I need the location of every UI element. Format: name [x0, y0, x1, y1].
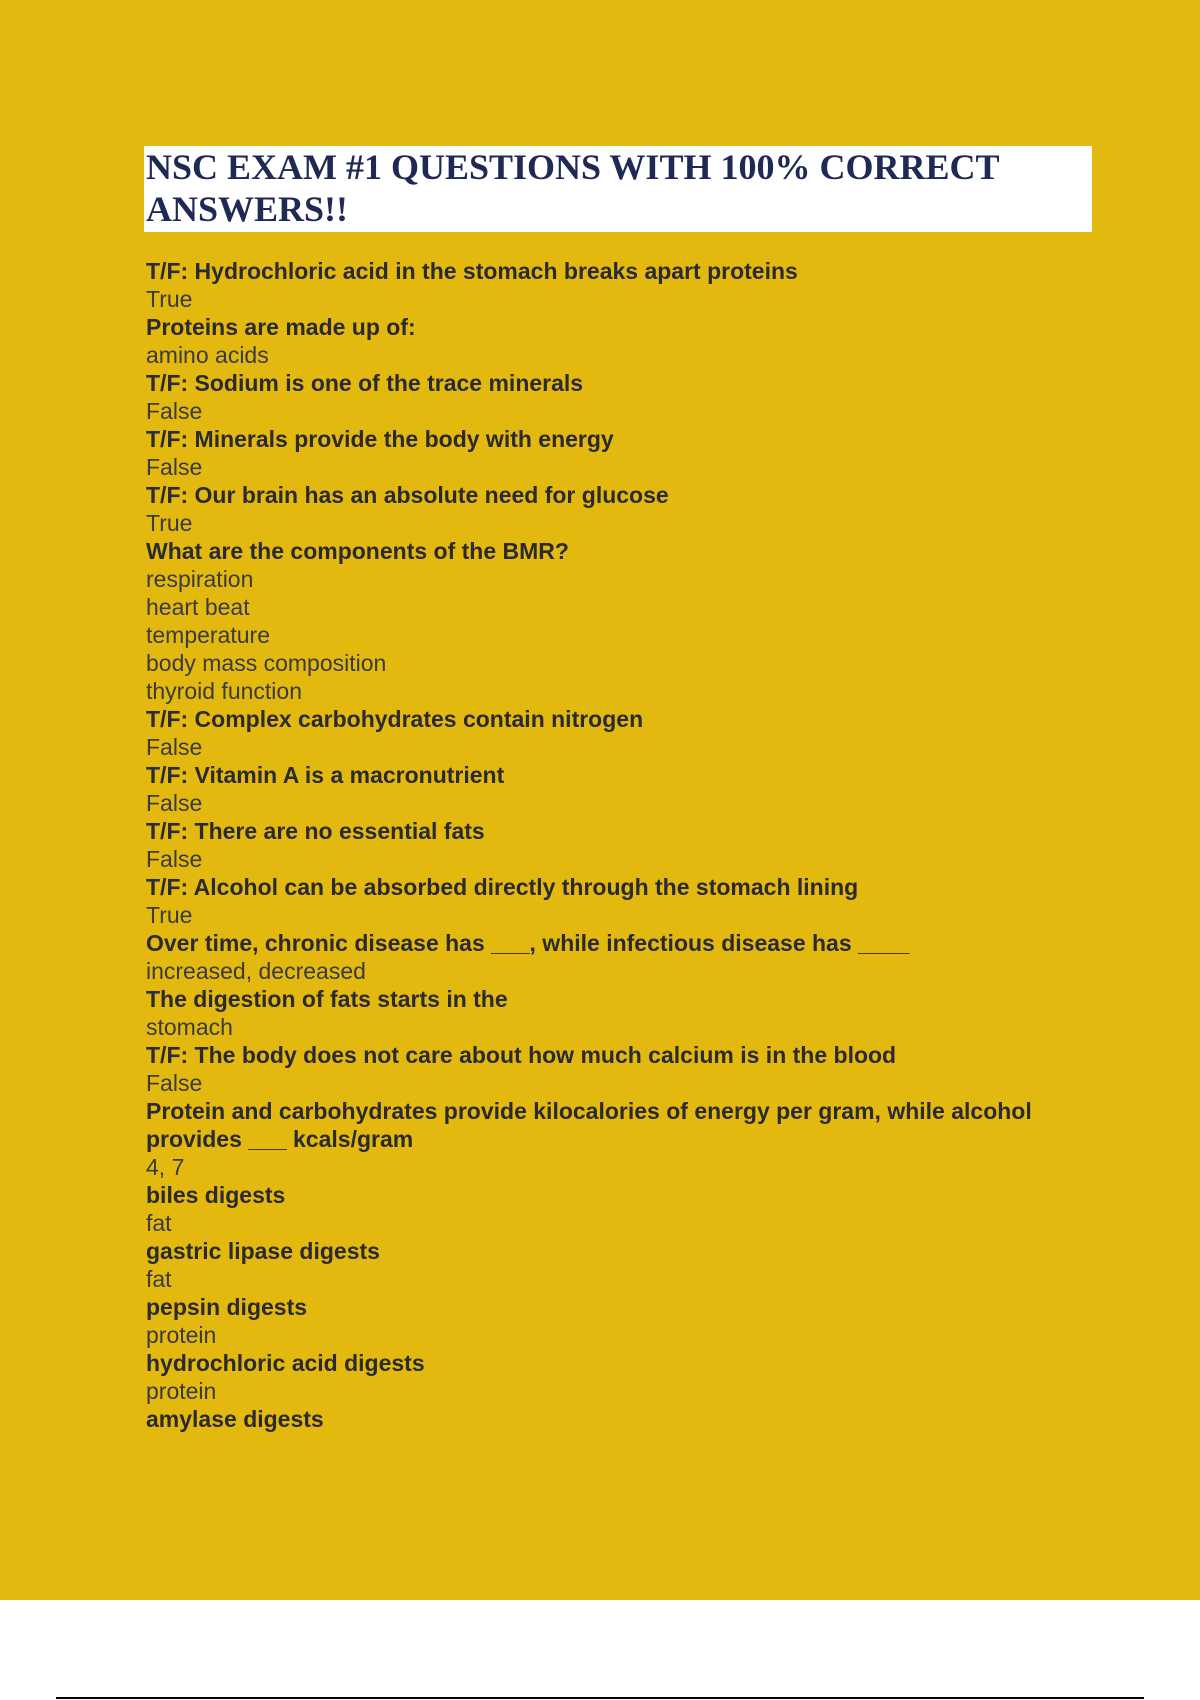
answer-text: False: [146, 790, 203, 816]
qa-list: [146, 257, 1096, 1433]
qa-item: [146, 1181, 1096, 1237]
answer-text: False: [146, 846, 203, 872]
answer-text: False: [146, 454, 203, 480]
title-box: [144, 146, 1092, 232]
answer-text: 4, 7: [146, 1154, 185, 1180]
qa-item: [146, 1293, 1096, 1349]
qa-item: [146, 369, 1096, 425]
question-text: What are the components of the BMR?: [146, 538, 569, 564]
answer-text: fat: [146, 1266, 172, 1292]
question-text: T/F: Alcohol can be absorbed directly through the stomach lining: [146, 874, 859, 900]
question-text: T/F: Sodium is one of the trace minerals: [146, 370, 584, 396]
qa-item: [146, 1097, 1096, 1181]
answer-text: heart beat: [146, 594, 250, 620]
question-text: hydrochloric acid digests: [146, 1350, 425, 1376]
question-text: amylase digests: [146, 1406, 324, 1432]
qa-item: [146, 817, 1096, 873]
answer-text: increased, decreased: [146, 958, 366, 984]
answer-text: temperature: [146, 622, 271, 648]
qa-item: [146, 1349, 1096, 1405]
answer-text: protein: [146, 1378, 217, 1404]
question-text: The digestion of fats starts in the: [146, 986, 508, 1012]
question-text: T/F: The body does not care about how much calcium is in the blood: [146, 1042, 897, 1068]
answer-text: thyroid function: [146, 678, 302, 704]
qa-item: [146, 257, 1096, 313]
answer-text: fat: [146, 1210, 172, 1236]
qa-item: [146, 705, 1096, 761]
question-text: pepsin digests: [146, 1294, 308, 1320]
answer-text: amino acids: [146, 342, 269, 368]
qa-item: [146, 1405, 1096, 1433]
question-text: T/F: Vitamin A is a macronutrient: [146, 762, 505, 788]
answer-text: True: [146, 286, 193, 312]
footer-divider: [56, 1697, 1144, 1699]
answer-text: True: [146, 510, 193, 536]
question-text: T/F: Our brain has an absolute need for glucose: [146, 482, 669, 508]
qa-item: [146, 481, 1096, 537]
question-text: gastric lipase digests: [146, 1238, 380, 1264]
question-text: T/F: There are no essential fats: [146, 818, 485, 844]
qa-item: [146, 1041, 1096, 1097]
qa-item: [146, 313, 1096, 369]
answer-text: False: [146, 1070, 203, 1096]
question-text: Proteins are made up of:: [146, 314, 416, 340]
question-text: Over time, chronic disease has ___, while infectious disease has ____: [146, 930, 910, 956]
answer-text: protein: [146, 1322, 217, 1348]
question-text: T/F: Hydrochloric acid in the stomach breaks apart proteins: [146, 258, 798, 284]
answer-text: body mass composition: [146, 650, 387, 676]
answer-text: False: [146, 734, 203, 760]
question-text: T/F: Minerals provide the body with energy: [146, 426, 614, 452]
qa-item: [146, 985, 1096, 1041]
qa-item: [146, 873, 1096, 929]
answer-text: respiration: [146, 566, 254, 592]
answer-text: False: [146, 398, 203, 424]
document-title: NSC EXAM #1 QUESTIONS WITH 100% CORRECT ANSWERS!!: [146, 147, 999, 229]
question-text: Protein and carbohydrates provide kilocalories of energy per gram, while alcohol provides ___ kcals/gram: [146, 1098, 1032, 1152]
question-text: T/F: Complex carbohydrates contain nitrogen: [146, 706, 644, 732]
qa-item: [146, 761, 1096, 817]
qa-item: [146, 537, 1096, 705]
qa-item: [146, 1237, 1096, 1293]
answer-text: stomach: [146, 1014, 233, 1040]
qa-item: [146, 929, 1096, 985]
qa-item: [146, 425, 1096, 481]
question-text: biles digests: [146, 1182, 286, 1208]
answer-text: True: [146, 902, 193, 928]
